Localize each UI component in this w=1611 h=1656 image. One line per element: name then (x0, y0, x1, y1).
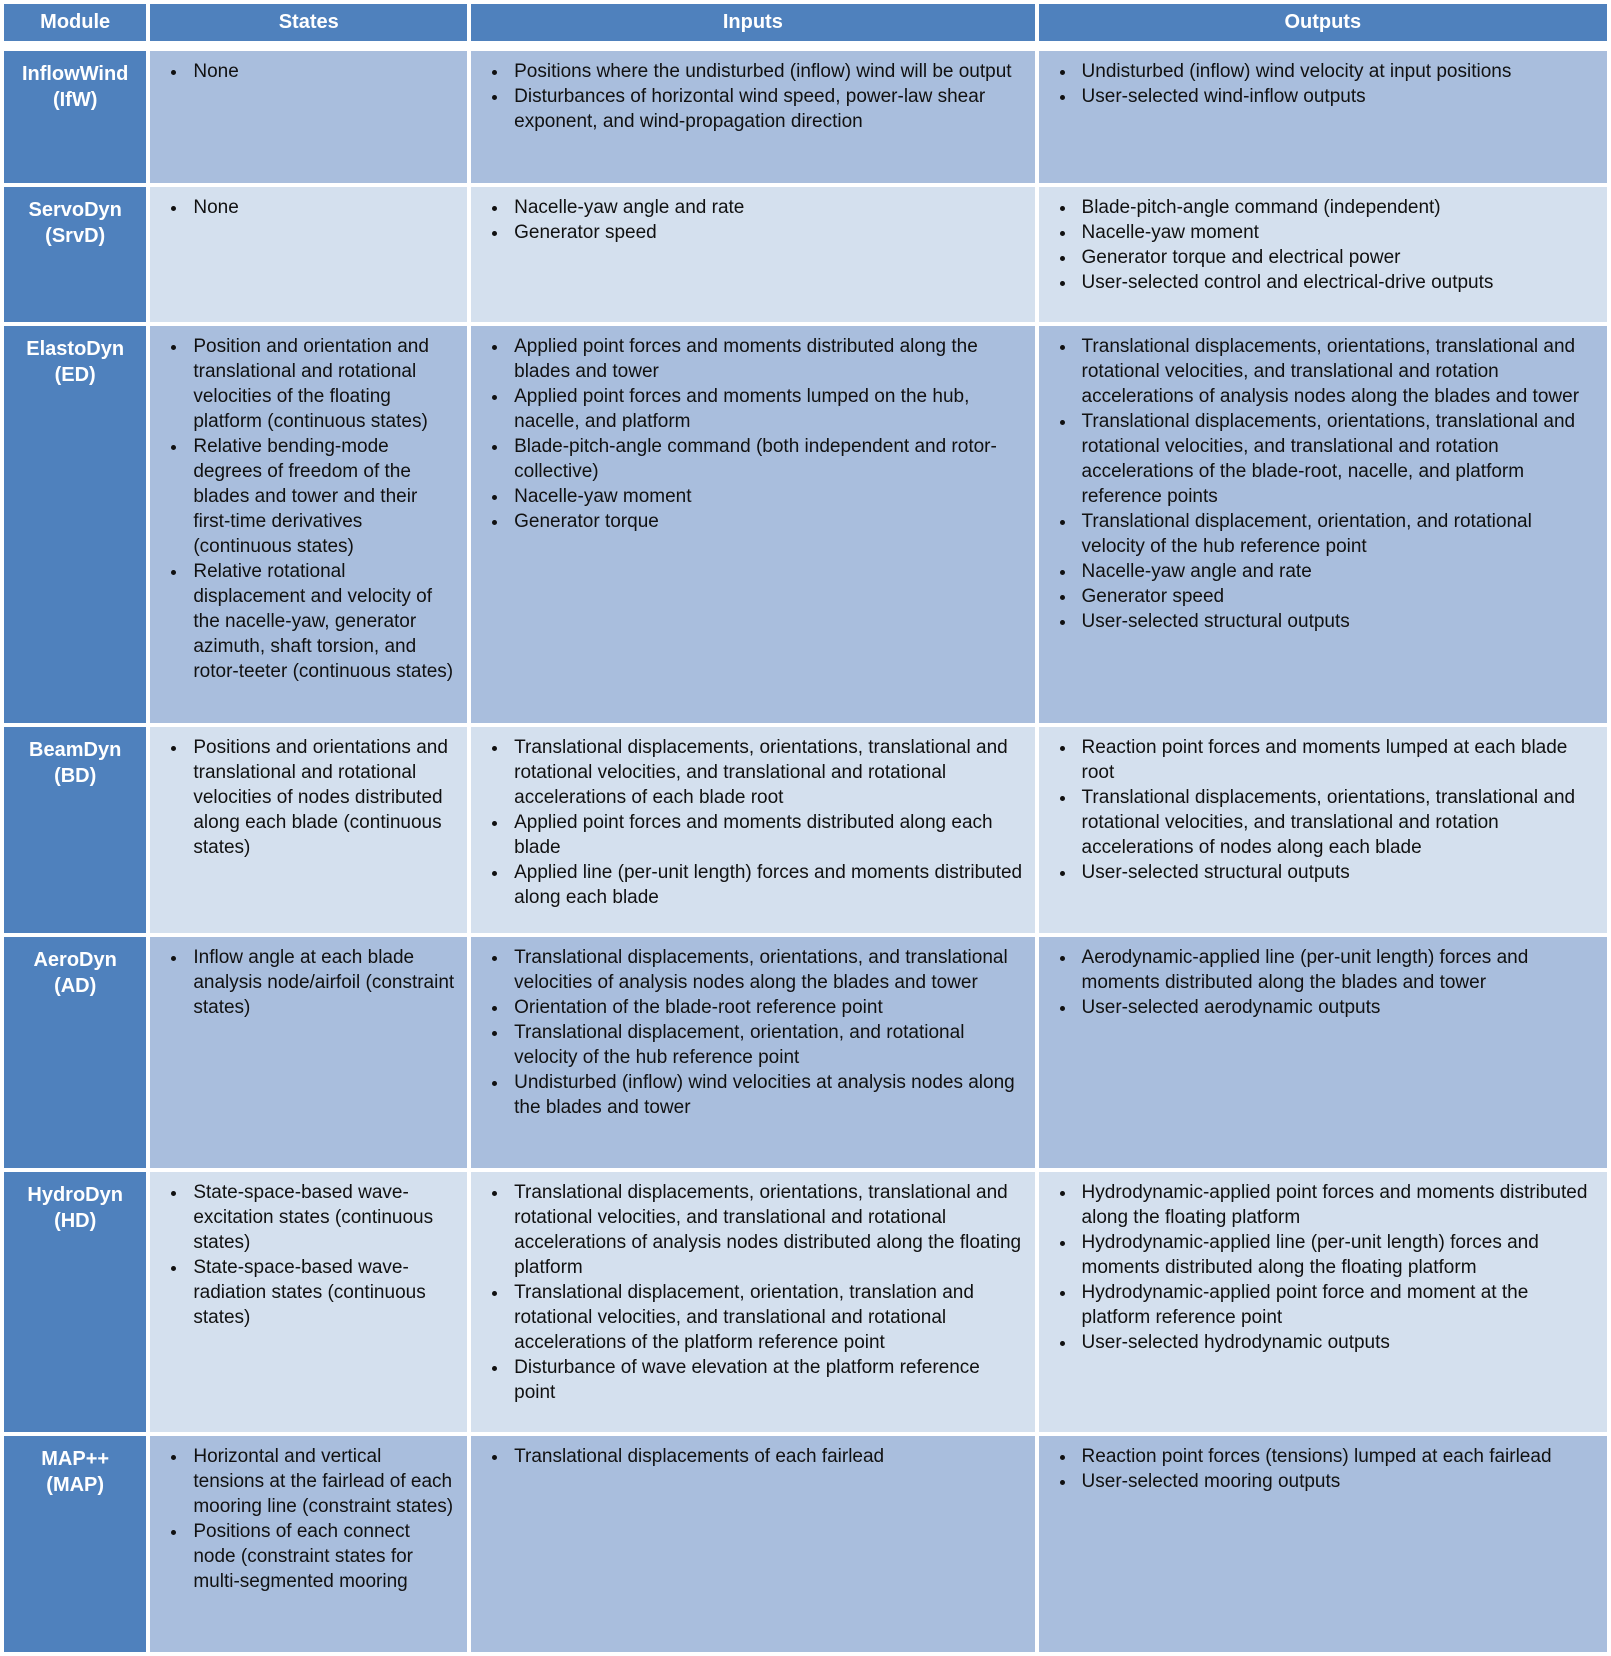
states-list (158, 1180, 457, 1330)
inputs-list (479, 735, 1024, 910)
bullet-item: • Inflow angle at each blade analysis node/airfoil (constraint states) (188, 945, 457, 1020)
bullet-item: • Blade-pitch-angle command (both independent and rotor-collective) (509, 434, 1024, 484)
bullet-item: • User-selected aerodynamic outputs (1077, 995, 1597, 1020)
inputs-cell-elastodyn (471, 326, 1034, 723)
bullet-item: • State-space-based wave-radiation states (continuous states) (188, 1255, 457, 1330)
module-name: MAP++ (41, 1448, 110, 1470)
module-name: InflowWind (21, 63, 129, 85)
outputs-list (1047, 334, 1597, 634)
module-cell-inflowwind (4, 51, 146, 183)
inputs-list (479, 1180, 1024, 1405)
bullet-item: • Generator torque and electrical power (1077, 245, 1597, 270)
outputs-cell-servodyn (1039, 187, 1607, 322)
bullet-item: • Positions and orientations and translational and rotational velocities of nodes distributed along each blade (continuous states) (188, 735, 457, 860)
module-abbr: (MAP) (46, 1474, 105, 1496)
states-list (158, 195, 457, 220)
bullet-item: • Disturbances of horizontal wind speed, power-law shear exponent, and wind-propagation direction (509, 84, 1024, 134)
inputs-list (479, 945, 1024, 1120)
bullet-item: • Translational displacements, orientations, translational and rotational velocities, and translational and rotation accelerations of nodes along each blade (1077, 785, 1597, 860)
bullet-item: • Generator speed (509, 220, 1024, 245)
bullet-item: • Undisturbed (inflow) wind velocity at input positions (1077, 59, 1597, 84)
states-cell-beamdyn (150, 727, 467, 933)
table-row-inflowwind (4, 51, 1607, 183)
table-header (4, 4, 1607, 47)
bullet-item: • Translational displacements, orientations, and translational velocities of analysis nodes along the blades and tower (509, 945, 1024, 995)
bullet-item: • None (188, 59, 457, 84)
states-cell-aerodyn (150, 937, 467, 1168)
outputs-cell-map (1039, 1436, 1607, 1652)
bullet-item: • State-space-based wave-excitation states (continuous states) (188, 1180, 457, 1255)
module-name: ServoDyn (28, 199, 122, 221)
states-list (158, 1444, 457, 1594)
bullet-item: • Disturbance of wave elevation at the platform reference point (509, 1355, 1024, 1405)
bullet-item: • Nacelle-yaw moment (1077, 220, 1597, 245)
bullet-item: • Generator torque (509, 509, 1024, 534)
inputs-cell-map (471, 1436, 1034, 1652)
column-header-outputs: Outputs (1039, 4, 1607, 47)
bullet-item: • Translational displacements, orientations, translational and rotational velocities, and translational and rotational accelerations of each blade root (509, 735, 1024, 810)
inputs-cell-beamdyn (471, 727, 1034, 933)
bullet-item: • User-selected control and electrical-drive outputs (1077, 270, 1597, 295)
bullet-item: • Relative bending-mode degrees of freedom of the blades and tower and their first-time derivatives (continuous states) (188, 434, 457, 559)
inputs-cell-inflowwind (471, 51, 1034, 183)
table-body (4, 51, 1607, 1652)
module-abbr: (HD) (54, 1210, 97, 1232)
inputs-cell-aerodyn (471, 937, 1034, 1168)
module-cell-aerodyn (4, 937, 146, 1168)
table-row-map (4, 1436, 1607, 1652)
module-abbr: (SrvD) (45, 225, 106, 247)
column-header-inputs: Inputs (471, 4, 1034, 47)
module-name: BeamDyn (29, 739, 122, 761)
states-cell-elastodyn (150, 326, 467, 723)
bullet-item: • Applied point forces and moments lumped on the hub, nacelle, and platform (509, 384, 1024, 434)
states-list (158, 334, 457, 684)
bullet-item: • Translational displacement, orientation, and rotational velocity of the hub reference point (509, 1020, 1024, 1070)
bullet-item: • User-selected hydrodynamic outputs (1077, 1330, 1597, 1355)
bullet-item: • Hydrodynamic-applied point force and moment at the platform reference point (1077, 1280, 1597, 1330)
module-name: HydroDyn (27, 1184, 123, 1206)
table-row-beamdyn (4, 727, 1607, 933)
bullet-item: • User-selected mooring outputs (1077, 1469, 1597, 1494)
inputs-list (479, 334, 1024, 534)
bullet-item: • Nacelle-yaw moment (509, 484, 1024, 509)
outputs-list (1047, 59, 1597, 109)
bullet-item: • Undisturbed (inflow) wind velocities at analysis nodes along the blades and tower (509, 1070, 1024, 1120)
bullet-item: • Reaction point forces (tensions) lumped at each fairlead (1077, 1444, 1597, 1469)
module-abbr: (AD) (54, 975, 97, 997)
module-cell-map (4, 1436, 146, 1652)
bullet-item: • Reaction point forces and moments lumped at each blade root (1077, 735, 1597, 785)
header-row (4, 4, 1607, 47)
states-cell-hydrodyn (150, 1172, 467, 1432)
bullet-item: • Blade-pitch-angle command (independent) (1077, 195, 1597, 220)
bullet-item: • Translational displacement, orientation, and rotational velocity of the hub reference point (1077, 509, 1597, 559)
bullet-item: • Applied line (per-unit length) forces and moments distributed along each blade (509, 860, 1024, 910)
bullet-item: • Aerodynamic-applied line (per-unit length) forces and moments distributed along the blades and tower (1077, 945, 1597, 995)
states-cell-inflowwind (150, 51, 467, 183)
states-list (158, 735, 457, 860)
bullet-item: • User-selected structural outputs (1077, 609, 1597, 634)
module-name: ElastoDyn (26, 338, 125, 360)
module-cell-hydrodyn (4, 1172, 146, 1432)
bullet-item: • Applied point forces and moments distributed along each blade (509, 810, 1024, 860)
bullet-item: • Hydrodynamic-applied point forces and moments distributed along the floating platform (1077, 1180, 1597, 1230)
module-cell-beamdyn (4, 727, 146, 933)
outputs-cell-aerodyn (1039, 937, 1607, 1168)
module-cell-servodyn (4, 187, 146, 322)
outputs-cell-inflowwind (1039, 51, 1607, 183)
bullet-item: • Position and orientation and translational and rotational velocities of the floating platform (continuous states) (188, 334, 457, 434)
inputs-list (479, 1444, 1024, 1469)
bullet-item: • User-selected wind-inflow outputs (1077, 84, 1597, 109)
outputs-list (1047, 945, 1597, 1020)
outputs-cell-elastodyn (1039, 326, 1607, 723)
inputs-list (479, 195, 1024, 245)
table-row-aerodyn (4, 937, 1607, 1168)
bullet-item: • Nacelle-yaw angle and rate (1077, 559, 1597, 584)
states-cell-map (150, 1436, 467, 1652)
bullet-item: • Generator speed (1077, 584, 1597, 609)
bullet-item: • Positions where the undisturbed (inflow) wind will be output (509, 59, 1024, 84)
module-abbr: (BD) (54, 765, 97, 787)
bullet-item: • Translational displacements, orientations, translational and rotational velocities, and translational and rotation accelerations of analysis nodes along the blades and tower (1077, 334, 1597, 409)
outputs-cell-beamdyn (1039, 727, 1607, 933)
bullet-item: • Orientation of the blade-root reference point (509, 995, 1024, 1020)
table-row-elastodyn (4, 326, 1607, 723)
states-list (158, 59, 457, 84)
outputs-list (1047, 735, 1597, 885)
bullet-item: • User-selected structural outputs (1077, 860, 1597, 885)
bullet-item: • Hydrodynamic-applied line (per-unit length) forces and moments distributed along the floating platform (1077, 1230, 1597, 1280)
outputs-list (1047, 1180, 1597, 1355)
states-list (158, 945, 457, 1020)
bullet-item: • Nacelle-yaw angle and rate (509, 195, 1024, 220)
bullet-item: • Translational displacements, orientations, translational and rotational velocities, and translational and rotation accelerations of the blade-root, nacelle, and platform reference points (1077, 409, 1597, 509)
bullet-item: • Applied point forces and moments distributed along the blades and tower (509, 334, 1024, 384)
column-header-states: States (150, 4, 467, 47)
inputs-cell-hydrodyn (471, 1172, 1034, 1432)
module-abbr: (IfW) (52, 89, 98, 111)
bullet-item: • Translational displacement, orientation, translation and rotational velocities, and translational and rotational accelerations of the platform reference point (509, 1280, 1024, 1355)
outputs-list (1047, 195, 1597, 295)
bullet-item: • Translational displacements, orientations, translational and rotational velocities, and translational and rotational accelerations of analysis nodes distributed along the floating platform (509, 1180, 1024, 1280)
bullet-item: • Relative rotational displacement and velocity of the nacelle-yaw, generator azimuth, shaft torsion, and rotor-teeter (continuous states) (188, 559, 457, 684)
states-cell-servodyn (150, 187, 467, 322)
inputs-list (479, 59, 1024, 134)
table-row-hydrodyn (4, 1172, 1607, 1432)
outputs-list (1047, 1444, 1597, 1494)
module-cell-elastodyn (4, 326, 146, 723)
module-abbr: (ED) (54, 364, 96, 386)
inputs-cell-servodyn (471, 187, 1034, 322)
column-header-module: Module (4, 4, 146, 47)
module-name: AeroDyn (33, 949, 117, 971)
bullet-item: • Horizontal and vertical tensions at the fairlead of each mooring line (constraint states) (188, 1444, 457, 1519)
outputs-cell-hydrodyn (1039, 1172, 1607, 1432)
bullet-item: • Translational displacements of each fairlead (509, 1444, 1024, 1469)
bullet-item: • Positions of each connect node (constraint states for multi-segmented mooring (188, 1519, 457, 1594)
bullet-item: • None (188, 195, 457, 220)
table-row-servodyn (4, 187, 1607, 322)
